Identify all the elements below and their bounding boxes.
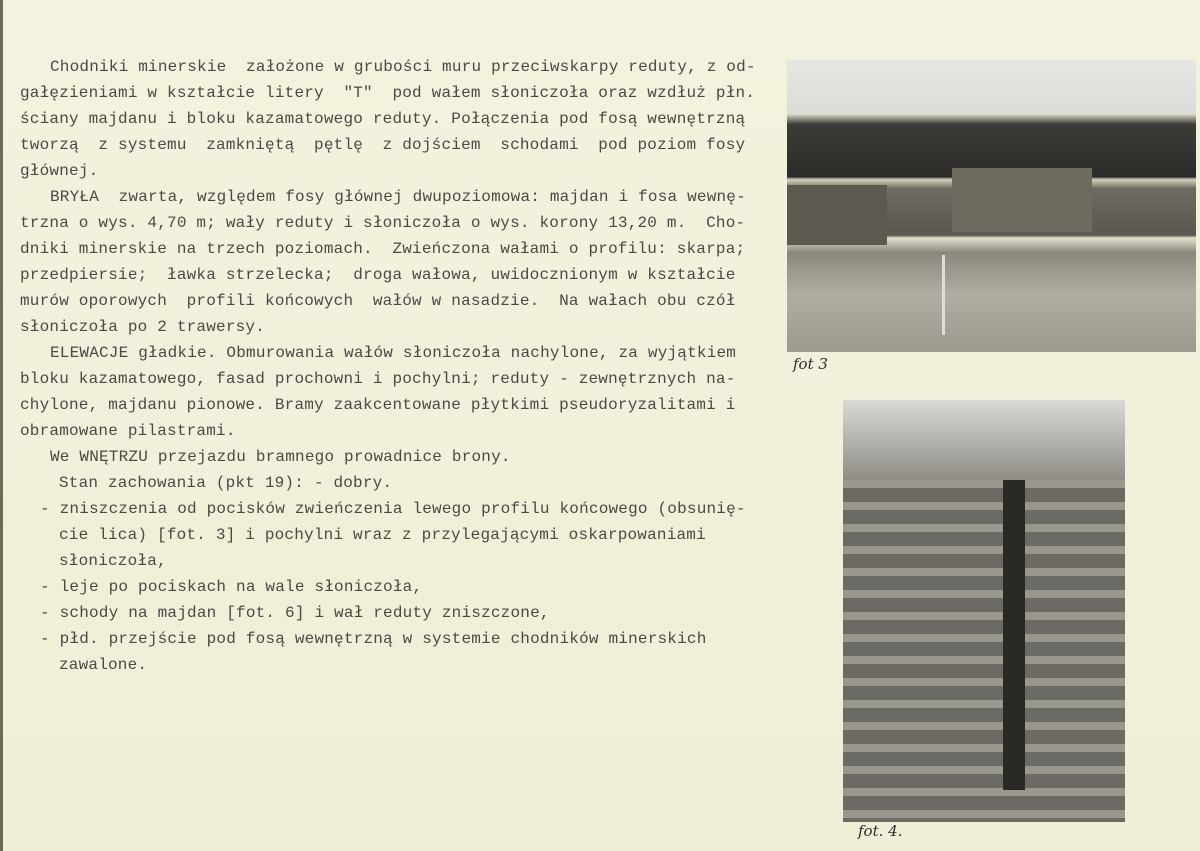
photo-wall	[787, 185, 887, 245]
photo-wall	[952, 168, 1092, 232]
text-line: trzna o wys. 4,70 m; wały reduty i słoniczoła o wys. korony 13,20 m. Cho-	[20, 214, 746, 232]
text-line: obramowane pilastrami.	[20, 422, 236, 440]
text-line: ELEWACJE gładkie. Obmurowania wałów słoniczoła nachylone, za wyjątkiem	[50, 344, 737, 362]
text-line: Stan zachowania (pkt 19): - dobry.	[59, 474, 393, 492]
photo-caption: fot 3	[793, 355, 828, 373]
text-line: murów oporowych profili końcowych wałów w nasadzie. Na wałach obu czół	[20, 292, 736, 310]
scan-edge	[0, 0, 3, 851]
photo-wall-crack	[1003, 480, 1025, 790]
text-line: cie lica) [fot. 3] i pochylni wraz z przylegającymi oskarpowaniami	[59, 526, 706, 544]
text-line: głównej.	[20, 162, 99, 180]
text-line: słoniczoła po 2 trawersy.	[20, 318, 266, 336]
list-item: - zniszczenia od pocisków zwieńczenia lewego profilu końcowego (obsunię-	[40, 500, 746, 518]
text-line: tworzą z systemu zamkniętą pętlę z dojściem schodami pod poziom fosy	[20, 136, 746, 154]
text-line: Chodniki minerskie założone w grubości muru przeciwskarpy reduty, z od-	[50, 58, 756, 76]
list-item: - schody na majdan [fot. 6] i wał reduty zniszczone,	[40, 604, 550, 622]
text-line: gałęzieniami w kształcie litery "T" pod wałem słoniczoła oraz wzdłuż płn.	[20, 84, 756, 102]
text-line: BRYŁA zwarta, względem fosy głównej dwupoziomowa: majdan i fosa wewnę-	[50, 188, 746, 206]
text-line: bloku kazamatowego, fasad prochowni i pochylni; reduty - zewnętrznych na-	[20, 370, 736, 388]
text-line: We WNĘTRZU przejazdu bramnego prowadnice brony.	[50, 448, 511, 466]
list-item: - leje po pociskach na wale słoniczoła,	[40, 578, 423, 596]
text-line: zawalone.	[59, 656, 148, 674]
text-line: chylone, majdanu pionowe. Bramy zaakcentowane płytkimi pseudoryzalitami i	[20, 396, 736, 414]
text-line: ściany majdanu i bloku kazamatowego reduty. Połączenia pod fosą wewnętrzną	[20, 110, 746, 128]
photo-fort-ramparts	[787, 60, 1196, 352]
photo-pole	[942, 255, 945, 335]
text-line: dniki minerskie na trzech poziomach. Zwieńczona wałami o profilu: skarpa;	[20, 240, 746, 258]
photo-stone-wall	[843, 400, 1125, 822]
text-line: słoniczoła,	[59, 552, 167, 570]
list-item: - płd. przejście pod fosą wewnętrzną w systemie chodników minerskich	[40, 630, 707, 648]
photo-caption: fot. 4.	[858, 822, 903, 840]
text-line: przedpiersie; ławka strzelecka; droga wałowa, uwidocznionym w kształcie	[20, 266, 736, 284]
photo-sky	[843, 400, 1125, 480]
